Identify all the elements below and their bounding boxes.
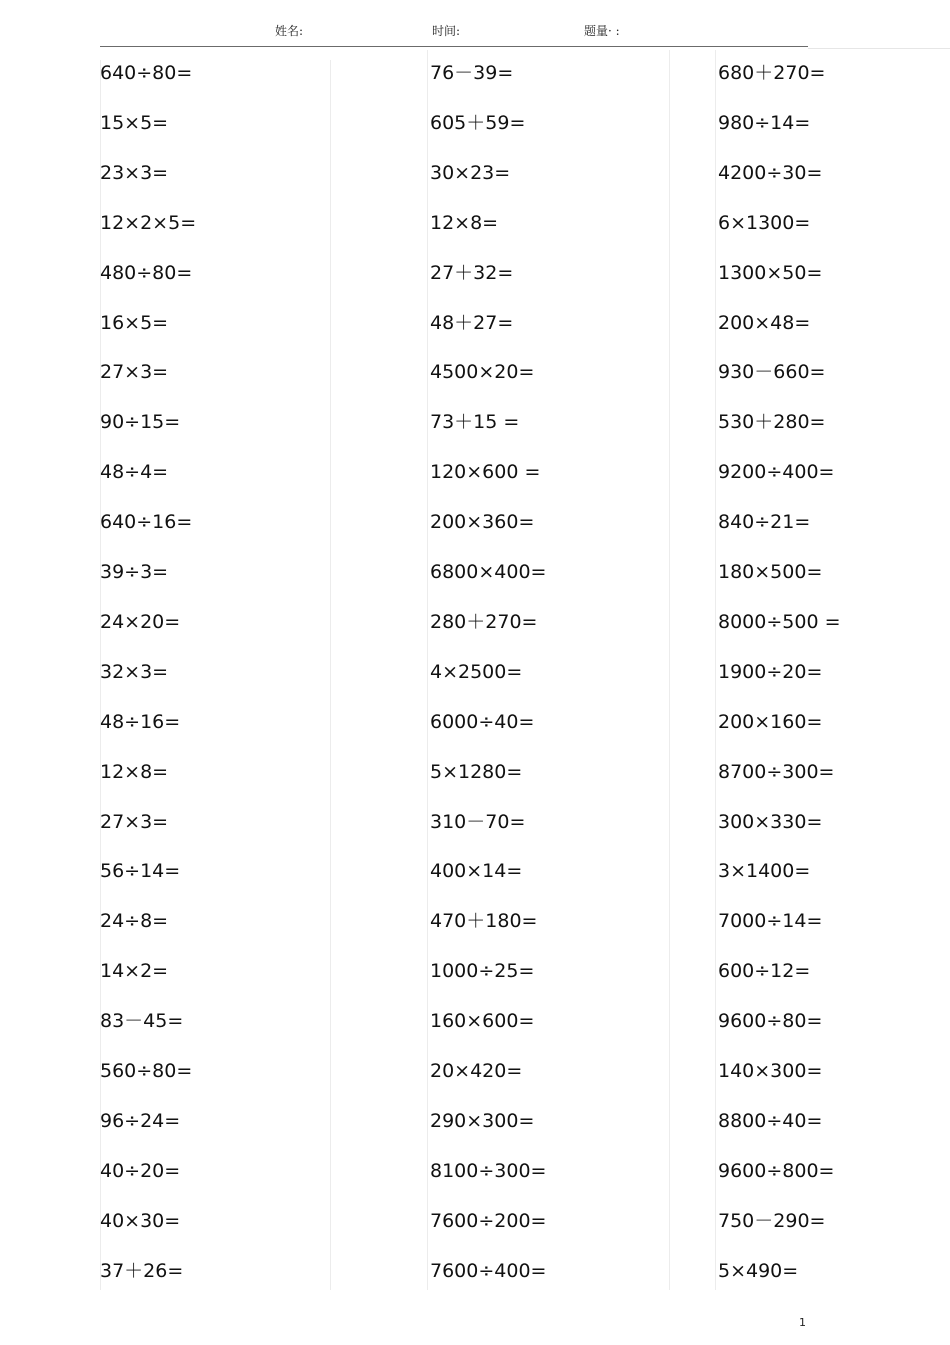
- problem-item: 200×160=: [718, 710, 823, 733]
- problem-item: 1300×50=: [718, 261, 823, 284]
- column-divider: [669, 50, 670, 1290]
- problem-item: 310－70=: [430, 810, 526, 833]
- problem-item: 9600÷80=: [718, 1010, 823, 1033]
- problem-item: 48÷16=: [100, 710, 181, 733]
- problem-item: 39÷3=: [100, 561, 169, 583]
- problem-item: 8100÷300=: [430, 1159, 547, 1182]
- problem-item: 24÷8=: [100, 910, 169, 933]
- problem-item: 12×2×5=: [100, 211, 197, 234]
- problem-item: 7000÷14=: [718, 910, 823, 933]
- problem-item: 7600÷200=: [430, 1209, 547, 1232]
- problem-item: 23×3=: [100, 161, 169, 184]
- problem-item: 6000÷40=: [430, 710, 535, 733]
- name-label: 姓名:: [275, 24, 304, 38]
- problem-item: 640÷16=: [100, 511, 193, 534]
- problem-item: 980÷14=: [718, 111, 811, 134]
- problem-item: 140×300=: [718, 1060, 823, 1082]
- problem-item: 8000÷500 =: [718, 610, 841, 633]
- problem-item: 32×3=: [100, 660, 169, 683]
- problem-item: 3×1400=: [718, 860, 811, 883]
- problem-item: 120×600 =: [430, 461, 541, 484]
- problem-item: 640÷80=: [100, 62, 193, 84]
- problem-item: 470＋180=: [430, 910, 538, 933]
- problem-item: 280＋270=: [430, 610, 538, 633]
- problem-item: 930－660=: [718, 361, 826, 384]
- time-label: 时间:: [432, 24, 461, 38]
- problem-item: 73＋15 =: [430, 411, 520, 434]
- problem-item: 605＋59=: [430, 111, 526, 134]
- problem-item: 48＋27=: [430, 311, 514, 334]
- problem-item: 24×20=: [100, 610, 181, 633]
- problem-item: 750－290=: [718, 1209, 826, 1232]
- problem-item: 680＋270=: [718, 62, 826, 84]
- problem-item: 14×2=: [100, 960, 169, 983]
- problem-item: 530＋280=: [718, 411, 826, 434]
- problem-item: 560÷80=: [100, 1060, 193, 1082]
- problem-item: 6×1300=: [718, 211, 811, 234]
- problem-item: 160×600=: [430, 1010, 535, 1033]
- problem-item: 400×14=: [430, 860, 523, 883]
- problem-item: 180×500=: [718, 561, 823, 583]
- problem-item: 200×48=: [718, 311, 811, 334]
- problem-item: 83－45=: [100, 1010, 184, 1033]
- column-divider: [427, 50, 428, 1290]
- problem-item: 4200÷30=: [718, 161, 823, 184]
- problem-item: 480÷80=: [100, 261, 193, 284]
- column-divider: [330, 60, 331, 1290]
- problem-item: 37＋26=: [100, 1259, 184, 1282]
- page-number: 1: [799, 1316, 806, 1329]
- problem-item: 90÷15=: [100, 411, 181, 434]
- problem-item: 48÷4=: [100, 461, 169, 484]
- problem-item: 40÷20=: [100, 1159, 181, 1182]
- problem-item: 4×2500=: [430, 660, 523, 683]
- problem-item: 290×300=: [430, 1109, 535, 1132]
- problem-item: 27＋32=: [430, 261, 514, 284]
- problem-item: 76－39=: [430, 62, 514, 84]
- problem-item: 30×23=: [430, 161, 511, 184]
- problem-item: 300×330=: [718, 810, 823, 833]
- problem-item: 4500×20=: [430, 361, 535, 384]
- problem-item: 56÷14=: [100, 860, 181, 883]
- problem-item: 8700÷300=: [718, 760, 835, 783]
- problem-item: 840÷21=: [718, 511, 811, 534]
- problem-item: 96÷24=: [100, 1109, 181, 1132]
- column-divider: [715, 50, 716, 1290]
- problem-item: 8800÷40=: [718, 1109, 823, 1132]
- problem-item: 1900÷20=: [718, 660, 823, 683]
- problem-item: 6800×400=: [430, 561, 547, 583]
- problem-item: 600÷12=: [718, 960, 811, 983]
- problem-item: 200×360=: [430, 511, 535, 534]
- problem-item: 12×8=: [430, 211, 499, 234]
- problem-item: 27×3=: [100, 810, 169, 833]
- problem-item: 27×3=: [100, 361, 169, 384]
- problem-item: 40×30=: [100, 1209, 181, 1232]
- problem-item: 9600÷800=: [718, 1159, 835, 1182]
- problem-item: 9200÷400=: [718, 461, 835, 484]
- problem-item: 16×5=: [100, 311, 169, 334]
- problem-item: 20×420=: [430, 1060, 523, 1082]
- problem-item: 1000÷25=: [430, 960, 535, 983]
- problem-item: 12×8=: [100, 760, 169, 783]
- problem-item: 5×1280=: [430, 760, 523, 783]
- header-rule: [100, 46, 808, 47]
- problem-item: 7600÷400=: [430, 1259, 547, 1282]
- problem-item: 5×490=: [718, 1259, 799, 1282]
- count-label: 题量· :: [584, 24, 620, 38]
- header-rule-faint: [808, 48, 950, 49]
- problem-item: 15×5=: [100, 111, 169, 134]
